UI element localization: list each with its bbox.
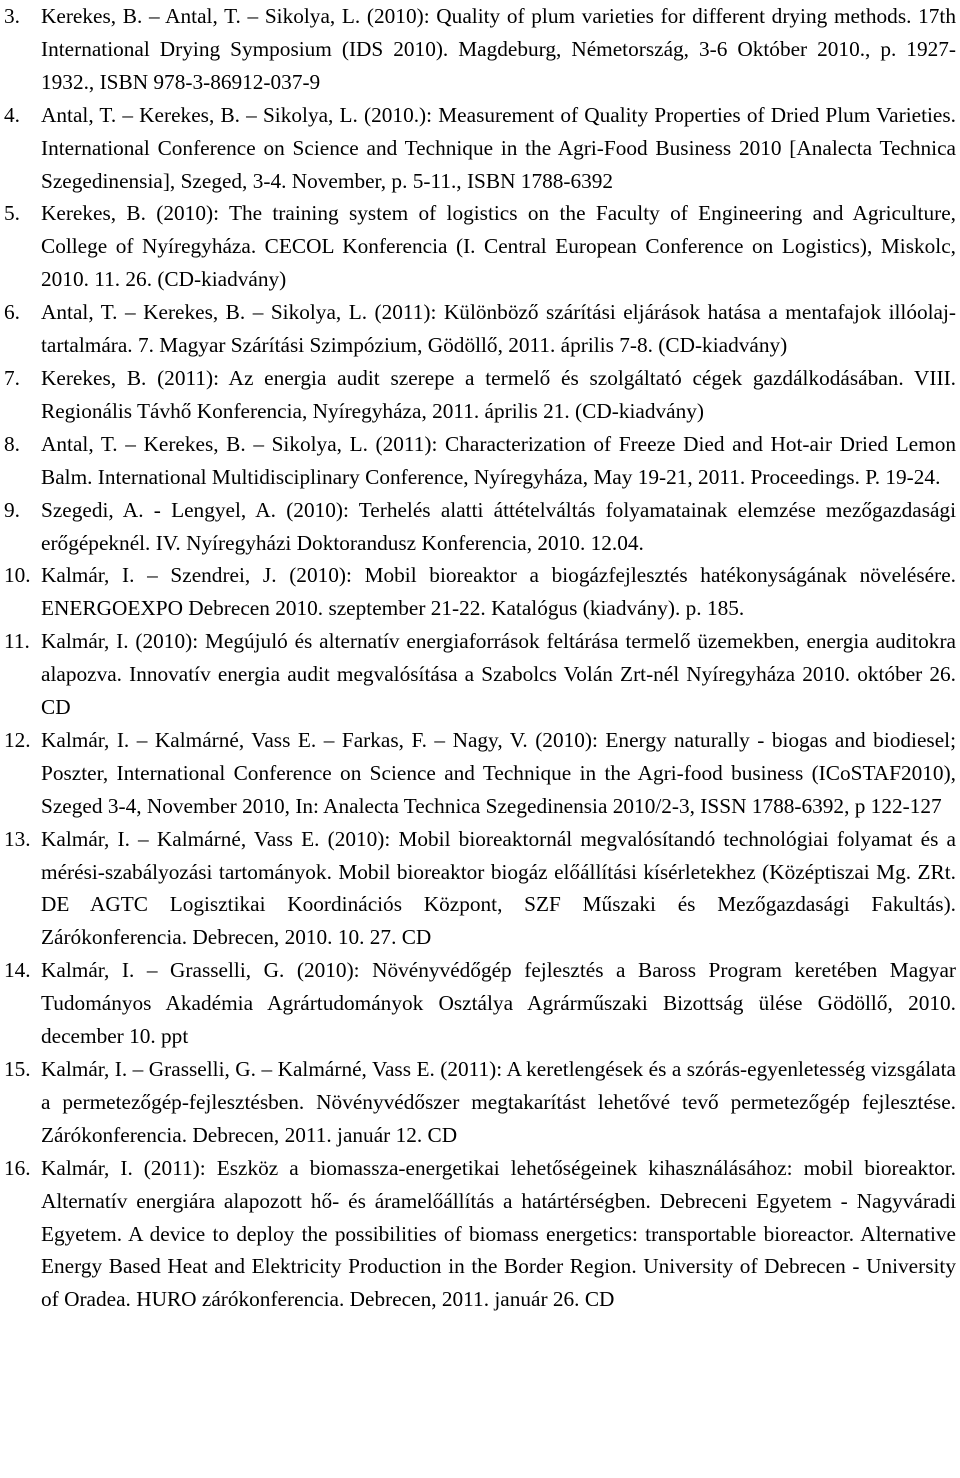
- reference-item: [4, 823, 956, 955]
- reference-text: Kerekes, B. (2010): The training system of logistics on the Faculty of Engineering and Agriculture, College of Nyíregyháza. CECOL Konferencia (I. Central European Conference on Logistics), Miskolc, 2010. 11. 26. (CD-kiadvány): [41, 201, 956, 292]
- reference-text: Kalmár, I. – Grasselli, G. (2010): Növényvédőgép fejlesztés a Baross Program keretében Magyar Tudományos Akadémia Agrártudományok Osztálya Agrárműszaki Bizottság ülése Gödöllő, 2010. december 10. ppt: [41, 958, 956, 1049]
- reference-number: 16.: [4, 1155, 31, 1180]
- reference-number: 9.: [4, 497, 20, 522]
- reference-number: 12.: [4, 727, 31, 752]
- reference-item: [4, 1053, 956, 1152]
- reference-number: 14.: [4, 958, 31, 983]
- reference-item: [4, 197, 956, 296]
- reference-text: Kalmár, I. – Grasselli, G. – Kalmárné, Vass E. (2011): A keretlengések és a szórás-egyenletesség vizsgálata a permetezőgép-fejlesztésben. Növényvédőszer megtakarítást lehetővé tevő permetezőgép fejlesztése. Zárókonferencia. Debrecen, 2011. január 12. CD: [41, 1057, 956, 1147]
- reference-text: Kalmár, I. (2010): Megújuló és alternatív energiaforrások feltárása termelő üzemekben, energia auditokra alapozva. Innovatív energia audit megvalósítása a Szabolcs Volán Zrt-nél Nyíregyháza 2010. október 26. CD: [41, 629, 956, 720]
- reference-text: Kerekes, B. (2011): Az energia audit szerepe a termelő és szolgáltató cégek gazdálkodásában. VIII. Regionális Távhő Konferencia, Nyíregyháza, 2011. április 21. (CD-kiadvány): [41, 365, 956, 423]
- reference-number: 5.: [4, 201, 20, 226]
- reference-item: [4, 99, 956, 198]
- reference-text: Kalmár, I. – Kalmárné, Vass E. – Farkas, F. – Nagy, V. (2010): Energy naturally - biogas and biodiesel; Poszter, International Conference on Science and Technique in the Agri-food business (ICoSTAF2010), Szeged 3-4, November 2010, In: Analecta Technica Szegedinensia 2010/2-3, ISSN 1788-6392, p 122-127: [41, 727, 956, 818]
- reference-item: [4, 954, 956, 1053]
- reference-text: Kalmár, I. – Kalmárné, Vass E. (2010): Mobil bioreaktornál megvalósítandó technológiai folyamat és a mérési-szabályozási tartományok. Mobil bioreaktor biogáz előállítási kísérletekhez (Középtiszai Mg. ZRt. DE AGTC Logisztikai Koordinációs Központ, SZF Műszaki és Mezőgazdasági Fakultás). Zárókonferencia. Debrecen, 2010. 10. 27. CD: [41, 826, 956, 950]
- reference-item: [4, 494, 956, 560]
- reference-number: 4.: [4, 102, 20, 127]
- reference-item: [4, 724, 956, 823]
- reference-number: 11.: [4, 629, 30, 654]
- reference-text: Kalmár, I. – Szendrei, J. (2010): Mobil bioreaktor a biogázfejlesztés hatékonyságának növelésére. ENERGOEXPO Debrecen 2010. szeptember 21-22. Katalógus (kiadvány). p. 185.: [41, 563, 956, 621]
- reference-number: 8.: [4, 431, 20, 456]
- reference-text: Kalmár, I. (2011): Eszköz a biomassza-energetikai lehetőségeinek kihasználásához: mobil bioreaktor. Alternatív energiára alapozott hő- és áramelőállítás a határtérségben. Debreceni Egyetem - Nagyváradi Egyetem. A device to deploy the possibilities of biomass energetics: transportable bioreactor. Alternative Energy Based Heat and Elektricity Production in the Border Region. University of Debrecen - University of Oradea. HURO zárókonferencia. Debrecen, 2011. január 26. CD: [41, 1155, 956, 1312]
- reference-text: Antal, T. – Kerekes, B. – Sikolya, L. (2011): Characterization of Freeze Died and Hot-air Dried Lemon Balm. International Multidisciplinary Conference, Nyíregyháza, May 19-21, 2011. Proceedings. P. 19-24.: [41, 431, 956, 489]
- reference-text: Antal, T. – Kerekes, B. – Sikolya, L. (2010.): Measurement of Quality Properties of Dried Plum Varieties. International Conference on Science and Technique in the Agri-Food Business 2010 [Analecta Technica Szegedinensia], Szeged, 3-4. November, p. 5-11., ISBN 1788-6392: [41, 102, 956, 193]
- reference-item: [4, 625, 956, 724]
- reference-text: Kerekes, B. – Antal, T. – Sikolya, L. (2010): Quality of plum varieties for different drying methods. 17th International Drying Symposium (IDS 2010). Magdeburg, Németország, 3-6 Október 2010., p. 1927-1932., ISBN 978-3-86912-037-9: [41, 4, 956, 94]
- reference-number: 10.: [4, 563, 31, 588]
- document-page: [4, 0, 956, 1316]
- reference-item: [4, 296, 956, 362]
- reference-number: 3.: [4, 4, 20, 28]
- reference-number: 7.: [4, 365, 20, 390]
- reference-text: Antal, T. – Kerekes, B. – Sikolya, L. (2011): Különböző szárítási eljárások hatása a mentafajok illóolaj-tartalmára. 7. Magyar Szárítási Szimpózium, Gödöllő, 2011. április 7-8. (CD-kiadvány): [41, 300, 956, 358]
- reference-item: [4, 559, 956, 625]
- reference-item: [4, 428, 956, 494]
- reference-number: 6.: [4, 300, 20, 325]
- reference-text: Szegedi, A. - Lengyel, A. (2010): Terhelés alatti áttételváltás folyamatainak elemzése mezőgazdasági erőgépeknél. IV. Nyíregyházi Doktorandusz Konferencia, 2010. 12.04.: [41, 497, 956, 555]
- reference-list: [4, 0, 956, 1316]
- reference-item: [4, 362, 956, 428]
- reference-item: [4, 0, 956, 99]
- reference-number: 13.: [4, 826, 31, 851]
- reference-number: 15.: [4, 1057, 31, 1081]
- reference-item: [4, 1152, 956, 1317]
